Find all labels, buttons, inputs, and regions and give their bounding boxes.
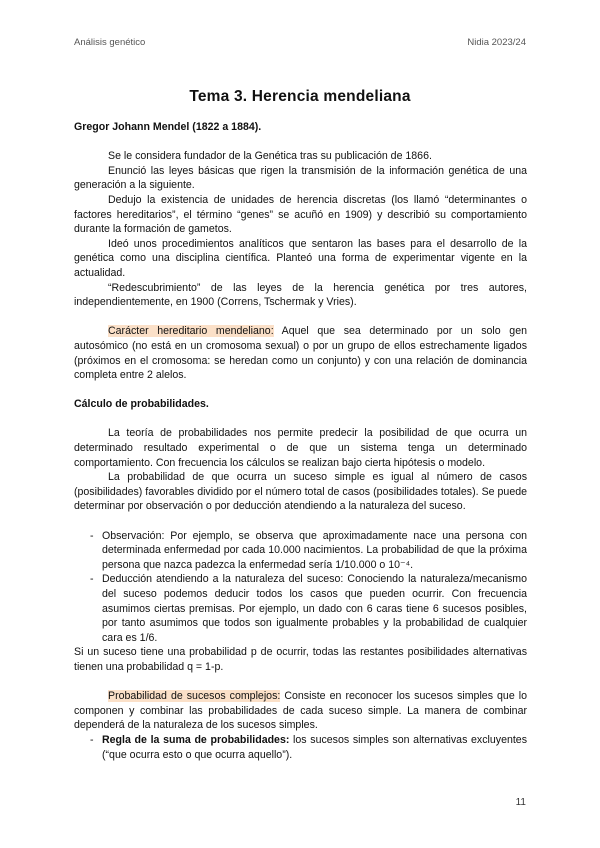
- list-item: - Deducción atendiendo a la naturaleza del suceso: Conociendo la naturaleza/mecanismo del suceso podemos deducir todos los casos que pueden ocurrir. Con frecuencia asumimos ciertas premisas. Por ejemplo, un dado con 6 caras tiene 6 sucesos posibles, por tanto asumimos que todos son igualmente probables y la probabilidad de cualquier cara es 1/6.: [74, 572, 527, 645]
- definition-text: Aquel que sea determinado por un solo gen autosómico (no está en un cromosoma sexual) o por un grupo de ellos estrechamente ligados (próximos en el cromosoma: se heredan como un conjunto) y con una relación de dominancia completa entre 2 alelos.: [74, 325, 527, 382]
- paragraph: Enunció las leyes básicas que rigen la transmisión de la información genética de una generación a la siguiente.: [74, 164, 527, 192]
- highlighted-term: Carácter hereditario mendeliano:: [108, 325, 274, 338]
- paragraph: “Redescubrimiento” de las leyes de la herencia genética por tres autores, independientemente, en 1900 (Correns, Tschermak y Vries).: [74, 281, 527, 309]
- page-number: 11: [515, 797, 526, 808]
- header-course: Análisis genético: [74, 37, 146, 48]
- paragraph: La teoría de probabilidades nos permite predecir la posibilidad de que ocurra un determinado resultado experimental o de que un sistema tenga un determinado comportamiento. Con frecuencia los cálculos se realizan bajo cierta hipótesis o modelo.: [74, 427, 527, 469]
- paragraph: Ideó unos procedimientos analíticos que sentaron las bases para el desarrollo de la genética como una disciplina científica. Planteó una forma de experimentar vigente en la actualidad.: [74, 237, 527, 279]
- paragraph: Se le considera fundador de la Genética tras su publicación de 1866.: [108, 150, 432, 163]
- paragraph: Si un suceso tiene una probabilidad p de ocurrir, todas las restantes posibilidades alternativas tienen una probabilidad q = 1-p.: [74, 646, 527, 673]
- document-body: [74, 120, 527, 762]
- paragraph: La probabilidad de que ocurra un suceso simple es igual al número de casos (posibilidades) favorables dividido por el número total de casos (posibilidades totales). Se puede determinar por observación o por deducción atendiendo a la naturaleza del suceso.: [74, 471, 527, 513]
- rule-label: Regla de la suma de probabilidades:: [102, 733, 290, 746]
- section-heading-mendel: Gregor Johann Mendel (1822 a 1884).: [74, 121, 262, 133]
- list-item: - Observación: Por ejemplo, se observa que aproximadamente nace una persona con determinada enfermedad por cada 10.000 nacimientos. La probabilidad de que la próxima persona que nazca padezca la enfermedad sería 1/10.000 o 10⁻⁴.: [74, 529, 527, 573]
- rule-text: los sucesos simples son alternativas excluyentes (“que ocurra esto o que ocurra aquello”).: [102, 733, 527, 761]
- list-item: [74, 733, 527, 762]
- page-title: Tema 3. Herencia mendeliana: [189, 88, 411, 105]
- definition-text: Consiste en reconocer los sucesos simples que lo componen y combinar las probabilidades de cada suceso simple. La manera de combinar dependerá de la naturaleza de los sucesos simples.: [74, 690, 527, 732]
- definition-paragraph: [74, 324, 527, 382]
- section-heading-probabilidades: Cálculo de probabilidades.: [74, 398, 209, 411]
- paragraph: Dedujo la existencia de unidades de herencia discretas (los llamó “determinantes o factores hereditarios”, el término “genes” se acuñó en 1909) y describió su comportamiento durante la formación de gametos.: [74, 193, 527, 236]
- header-author: Nidia 2023/24: [467, 37, 526, 48]
- highlighted-term: Probabilidad de sucesos complejos:: [108, 690, 281, 703]
- bullet-list: [74, 529, 527, 646]
- bullet-list: [74, 733, 527, 762]
- definition-paragraph: [74, 689, 527, 733]
